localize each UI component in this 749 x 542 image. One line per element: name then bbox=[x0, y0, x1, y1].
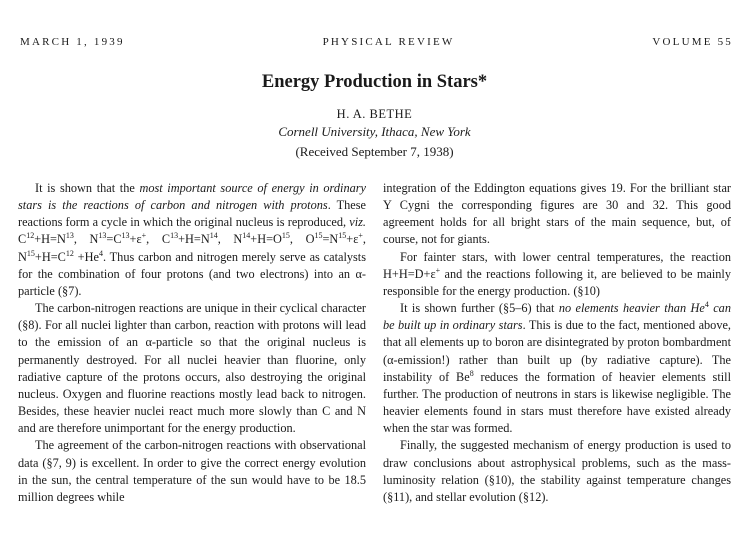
author-name: H. A. BETHE bbox=[336, 107, 413, 121]
issue-date: MARCH 1, 1939 bbox=[20, 36, 125, 48]
abstract-right-column bbox=[383, 180, 731, 506]
abstract-paragraph-1: It is shown that the most important source of energy in ordinary stars is the reactions of carbon and nitrogen with protons. These reactions form a cycle in which the original nucleus is reproduced, viz. $C^{12}+H=N^{13}$, $N^{13}=C^{13}+\varepsilon^+$, $C^{13}+H=N^{14}$, $N^{14}+H=O^{15}$, $O^{15}=N^{15}+\varepsilon^+$, $N^{15}+H=C^{12} +He^4$. Thus carbon and nitrogen merely serve as catalysts for the combination of four protons (and two electrons) into an α-particle (§7). bbox=[18, 181, 366, 298]
author-affiliation: Cornell University, Ithaca, New York bbox=[278, 124, 471, 139]
abstract-paragraph-7: Finally, the suggested mechanism of energy production is used to draw conclusions about astrophysical problems, such as the mass-luminosity relation (§10), the stability against temperature changes (§11), and stellar evolution (§12). bbox=[383, 438, 731, 504]
volume-number: VOLUME 55 bbox=[652, 36, 733, 48]
abstract-paragraph-6: It is shown further (§5–6) that no elements heavier than He$^4$ can be built up in ordinary stars. This is due to the fact, mentioned above, that all elements up to boron are disintegrated by proton bombardment (α-emission!) rather than built up (by radiative capture). The instability of Be$^8$ reduces the formation of heavier elements still further. The production of neutrons in stars is likewise negligible. The heavier elements found in stars must therefore have existed already when the star was formed. bbox=[383, 300, 732, 436]
journal-name: PHYSICAL REVIEW bbox=[322, 36, 455, 48]
abstract-paragraph-5: For fainter stars, with lower central temperatures, the reaction H+H=D+ε+ and the reactions following it, are believed to be mainly responsible for the energy production. (§10) bbox=[383, 249, 731, 298]
abstract-paragraph-2: The carbon-nitrogen reactions are unique in their cyclical character (§8). For all nuclei lighter than carbon, reaction with protons will lead to the emission of an α-particle so that the original nucleus is permanently destroyed. For all nuclei heavier than fluorine, only radiative capture of the protons occurs, also destroying the original nucleus. Oxygen and fluorine reactions mostly lead back to nitrogen. Besides, these heavier nuclei react much more slowly than C and N and are therefore unimportant for the energy production. bbox=[18, 301, 366, 436]
abstract-paragraph-3: The agreement of the carbon-nitrogen reactions with observational data (§7, 9) is excellent. In order to give the correct energy evolution in the sun, the central temperature of the sun would have to be 18.5 million degrees while bbox=[18, 438, 366, 504]
received-date: (Received September 7, 1938) bbox=[295, 144, 454, 159]
abstract-left-column bbox=[18, 180, 366, 506]
article-title: Energy Production in Stars* bbox=[261, 72, 488, 92]
running-head bbox=[20, 36, 733, 48]
abstract-paragraph-4: integration of the Eddington equations gives 19. For the brilliant star Y Cygni the corresponding figures are 30 and 32. This good agreement holds for all bright stars of the main sequence, but, of course, not for giants. bbox=[383, 181, 731, 247]
